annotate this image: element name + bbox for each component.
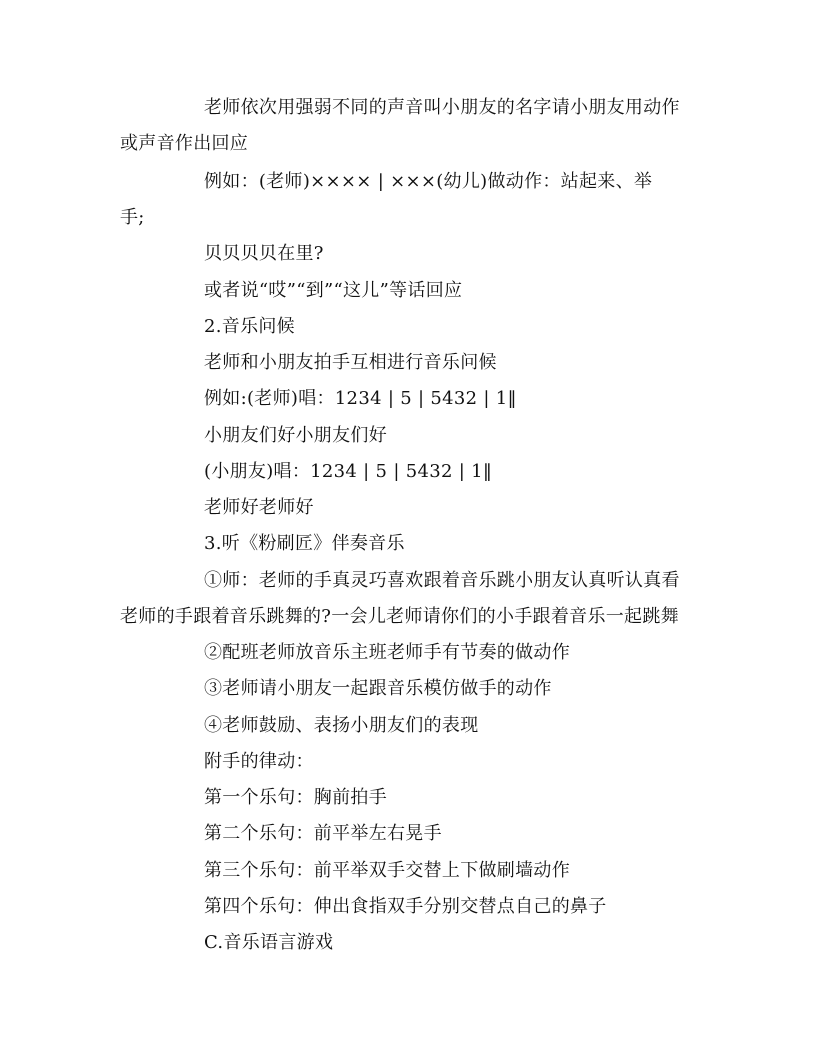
- section-heading: 2.音乐问候: [204, 316, 295, 337]
- paragraph-line: 老师的手跟着音乐跳舞的?一会儿老师请你们的小手跟着音乐一起跳舞: [120, 606, 679, 627]
- paragraph-line: ④老师鼓励、表扬小朋友们的表现: [204, 715, 479, 736]
- paragraph-line: 第四个乐句：伸出食指双手分别交替点自己的鼻子: [204, 896, 607, 917]
- paragraph-line: 第二个乐句：前平举左右晃手: [204, 823, 442, 844]
- paragraph-line: 例如：(老师)×××× | ×××(幼儿)做动作：站起来、举: [204, 171, 653, 192]
- paragraph-line: 或声音作出回应: [120, 133, 249, 154]
- paragraph-line: 例如:(老师)唱：1234 | 5 | 5432 | 1‖: [204, 388, 517, 409]
- paragraph-line: 附手的律动：: [204, 751, 314, 772]
- section-heading: C.音乐语言游戏: [204, 932, 334, 953]
- paragraph-line: 小朋友们好小朋友们好: [204, 425, 387, 446]
- paragraph-line: ③老师请小朋友一起跟音乐模仿做手的动作: [204, 678, 552, 699]
- paragraph-line: ②配班老师放音乐主班老师手有节奏的做动作: [204, 642, 570, 663]
- paragraph-line: 第三个乐句：前平举双手交替上下做刷墙动作: [204, 860, 570, 881]
- paragraph-line: 或者说“哎”“到”“这儿”等话回应: [204, 280, 463, 301]
- paragraph-line: 第一个乐句：胸前拍手: [204, 787, 387, 808]
- paragraph-line: 贝贝贝贝在里?: [204, 243, 324, 264]
- paragraph-line: 手;: [120, 207, 145, 228]
- paragraph-line: 老师好老师好: [204, 497, 314, 518]
- section-heading: 3.听《粉刷匠》伴奏音乐: [204, 533, 405, 554]
- paragraph-line: 老师依次用强弱不同的声音叫小朋友的名字请小朋友用动作: [204, 97, 680, 118]
- paragraph-line: 老师和小朋友拍手互相进行音乐问候: [204, 352, 497, 373]
- paragraph-line: ①师：老师的手真灵巧喜欢跟着音乐跳小朋友认真听认真看: [204, 570, 680, 591]
- paragraph-line: (小朋友)唱：1234 | 5 | 5432 | 1‖: [204, 461, 493, 482]
